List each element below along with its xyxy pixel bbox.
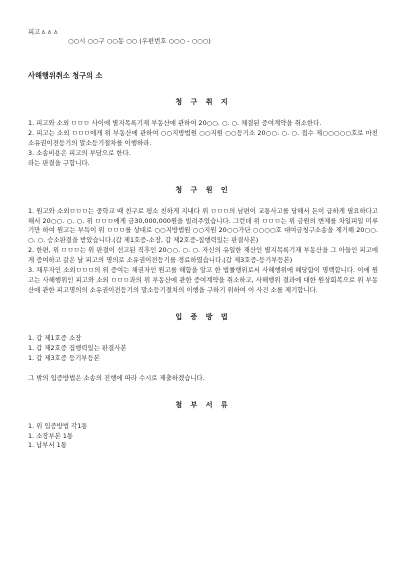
- claim-purpose-heading: 청 구 취 지: [175, 98, 231, 106]
- claim-purpose-item: 3. 소송비용은 피고의 부담으로 한다.: [28, 148, 131, 157]
- evidence-note: 그 밖의 입증방법은 소송의 진행에 따라 수시로 제출하겠습니다.: [28, 373, 205, 382]
- evidence-heading: 입 증 방 법: [175, 312, 231, 321]
- evidence-item: 1. 갑 제2호증 집행력있는 판결사본: [28, 343, 127, 352]
- defendant-name: 피고ㅿㅿㅿ: [28, 28, 59, 36]
- attachment-item: 1. 소장부본 1통: [28, 431, 74, 440]
- case-title: 사해행위취소 청구의 소: [28, 71, 103, 81]
- claim-purpose-closing: 라는 판결을 구합니다.: [28, 158, 90, 167]
- claim-purpose-item: 2. 피고는 소외 ㅁㅁㅁ에게 위 부동산에 관하여 ○○지방법원 ○○지원 ○○등기소 20○○. ○. ○. 접수 제○○○○○호로 마친 소유권이전등기의 말소등기절차를 이행하라.: [28, 128, 378, 147]
- claim-reason-item: 2. 한편, 위 ㅁㅁㅁ는 위 판결이 선고된 직후인 20○○. ○. ○. 자신의 유일한 재산인 별지목록기재 부동산을 그 아들인 피고에게 증여하고 같은 날 피고의 명의로 소유권이전등기를 경료하였습니다.(갑 제3호증-등기부등본): [28, 246, 378, 265]
- attachments-list: [28, 422, 378, 452]
- attachment-item: 1. 위 입증방법 각1통: [28, 421, 88, 430]
- claim-reason-item: 3. 채무자인 소외ㅁㅁㅁ의 위 증여는 채권자인 원고를 해함을 알고 한 법률행위로서 사해행위에 해당함이 명백합니다. 이에 원고는 사해행위인 피고와 소외 ㅁㅁㅁ과의 위 부동산에 관한 증여계약을 취소하고, 사해행위 결과에 대한 원상회복으로 위 부동산에 관한 피고명의의 소유권이전등기의 말소등기절차의 이행을 구하기 위하여 이 사건 소를 제기합니다.: [28, 266, 378, 294]
- evidence-list: [28, 334, 378, 364]
- claim-reason-item: 1. 원고와 소외ㅁㅁㅁ는 중학교 때 친구로 평소 친하게 지내다 위 ㅁㅁㅁ의 남편이 교통사고를 당해서 돈이 급하게 필요하다고 해서 20○○. ○. ○. 위 ㅁㅁㅁ에게 금30,000,000원을 빌려주었습니다. 그런데 위 ㅁㅁㅁ는 위 금원의 변제를 차일피일 미루기만 하여 원고는 부득이 위 ㅁㅁㅁ를 상대로 ○○지방법원 ○○지원 20○○가단 ○○○○호 대여금청구소송을 제기해 20○○. ○. ○. 승소판결을 받았습니다.(갑 제1호증-소장, 갑 제2호증-집행력있는 판결사본): [28, 206, 378, 245]
- claim-purpose-item: 1. 피고와 소외 ㅁㅁㅁ 사이에 별지목록기재 부동산에 관하여 20○○. ○. ○. 체결된 증여계약을 취소한다.: [28, 119, 322, 127]
- evidence-item: 1. 갑 제3호증 등기부등본: [28, 353, 100, 362]
- evidence-item: 1. 갑 제1호증 소장: [28, 333, 82, 342]
- attachment-item: 1. 납부서 1통: [28, 441, 67, 450]
- claim-purpose-list: [28, 119, 378, 169]
- claim-reason-list: [28, 207, 378, 296]
- defendant-address: ○○시 ○○구 ○○동 ○○ (우편번호 ○○○ - ○○○): [68, 36, 211, 45]
- claim-reason-heading: 청 구 원 인: [175, 185, 231, 194]
- attachments-heading: 첨 부 서 류: [175, 400, 231, 409]
